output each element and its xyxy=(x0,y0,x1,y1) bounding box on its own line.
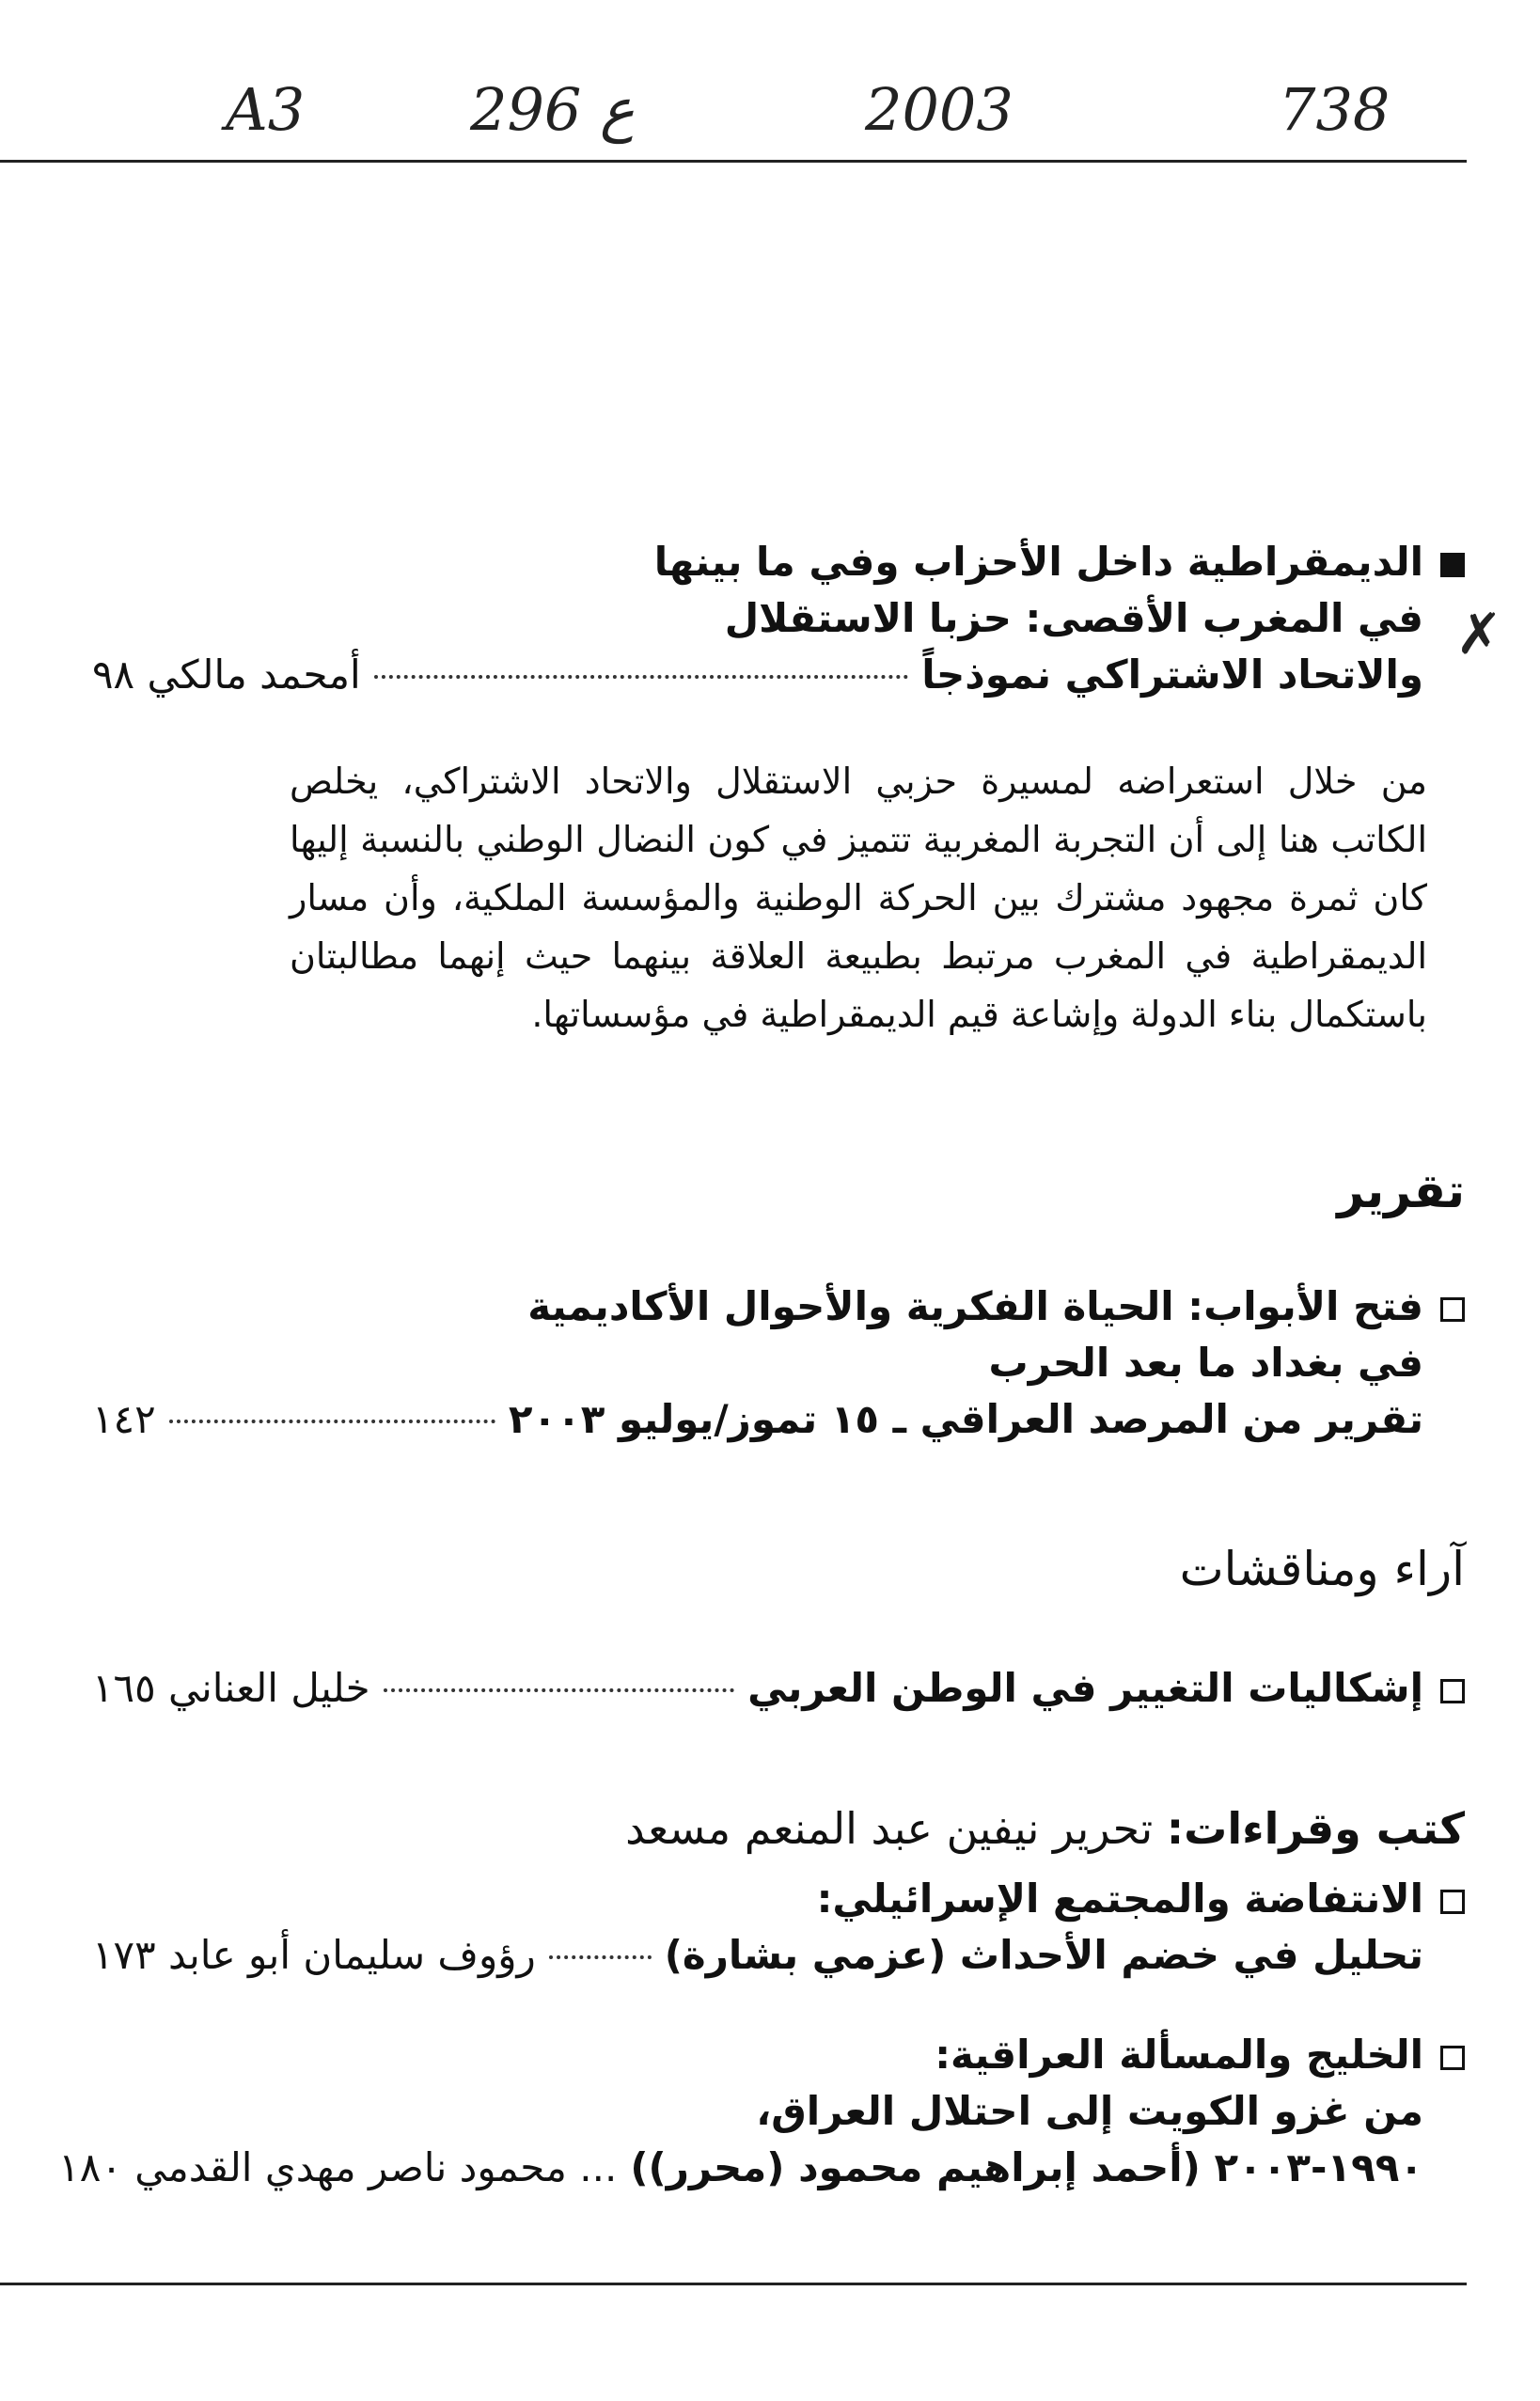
book2-title-line2: من غزو الكويت إلى احتلال العراق، xyxy=(756,2088,1423,2134)
report-title-line2: في بغداد ما بعد الحرب xyxy=(988,1340,1423,1386)
entry-abstract: من خلال استعراضه لمسيرة حزبي الاستقلال والاتحاد الاشتراكي، يخلص الكاتب هنا إلى أن التجربة المغربية تتميز في كون النضال الوطني بالنسبة إليها كان ثمرة مجهود مشترك بين الحركة الوطنية والمؤسسة الملكية، وأن مسار الديمقراطية في المغرب مرتبط بطبيعة العلاقة بينهما حيث إنهما مطالبتان باستكمال بناء الدولة وإشاعة قيم الديمقراطية في مؤسساتها. xyxy=(290,761,1427,1035)
opinions-entry xyxy=(92,1660,1465,1717)
empty-square-bullet xyxy=(1440,1679,1465,1703)
book2-entry xyxy=(58,2027,1465,2196)
books-editor: تحرير نيفين عبد المنعم مسعد xyxy=(625,1803,1154,1854)
books-heading: كتب وقراءات: xyxy=(1166,1803,1465,1854)
book1-author-page: رؤوف سليمان أبو عابد ١٧٣ xyxy=(92,1932,536,1978)
book1-title-line2: تحليل في خضم الأحداث (عزمي بشارة) xyxy=(664,1932,1423,1978)
leader-dots xyxy=(374,675,908,679)
handwritten-number: 738 xyxy=(1279,75,1391,144)
book1-title-line1: الانتفاضة والمجتمع الإسرائيلي: xyxy=(816,1875,1423,1922)
entry-author-page: أمحمد مالكي ٩٨ xyxy=(92,651,361,698)
handwritten-code-296: 296 ع xyxy=(470,75,636,144)
section-heading-opinions: آراء ومناقشات xyxy=(1179,1542,1465,1596)
report-title-line1: فتح الأبواب: الحياة الفكرية والأحوال الأكاديمية xyxy=(527,1283,1423,1329)
leader-dots xyxy=(169,1420,495,1423)
handwritten-year: 2003 xyxy=(865,75,1014,144)
book2-author-page: ... محمود ناصر مهدي القدمي ١٨٠ xyxy=(58,2144,618,2190)
section-heading-report: تقرير xyxy=(1337,1164,1465,1218)
report-entry xyxy=(92,1279,1465,1448)
book1-entry xyxy=(92,1871,1465,1984)
entry-title-line3: والاتحاد الاشتراكي نموذجاً xyxy=(921,651,1423,698)
entry-title-line1: الديمقراطية داخل الأحزاب وفي ما بينها xyxy=(653,539,1423,585)
report-page: ١٤٢ xyxy=(92,1396,156,1442)
handwritten-code-a3: A3 xyxy=(226,75,306,144)
entry-democracy-title xyxy=(92,534,1465,703)
empty-square-bullet xyxy=(1440,1890,1465,1914)
leader-dots xyxy=(549,1955,652,1959)
filled-square-bullet xyxy=(1440,553,1465,577)
entry-title-line2: في المغرب الأقصى: حزبا الاستقلال xyxy=(724,595,1423,641)
opinions-author-page: خليل العناني ١٦٥ xyxy=(92,1665,370,1711)
book2-title-line1: الخليج والمسألة العراقية: xyxy=(935,2032,1423,2078)
empty-square-bullet xyxy=(1440,1297,1465,1322)
report-title-line3: تقرير من المرصد العراقي ـ ١٥ تموز/يوليو ٢٠٠٣ xyxy=(508,1396,1423,1442)
leader-dots xyxy=(384,1688,735,1692)
opinions-title: إشكاليات التغيير في الوطن العربي xyxy=(747,1665,1423,1711)
bottom-rule xyxy=(0,2283,1467,2285)
section-heading-books xyxy=(625,1803,1465,1854)
book2-title-line3: ١٩٩٠-٢٠٠٣ (أحمد إبراهيم محمود (محرر)) xyxy=(630,2144,1423,2190)
empty-square-bullet xyxy=(1440,2046,1465,2070)
top-rule xyxy=(0,160,1467,163)
cross-mark: ✗ xyxy=(1455,602,1503,667)
